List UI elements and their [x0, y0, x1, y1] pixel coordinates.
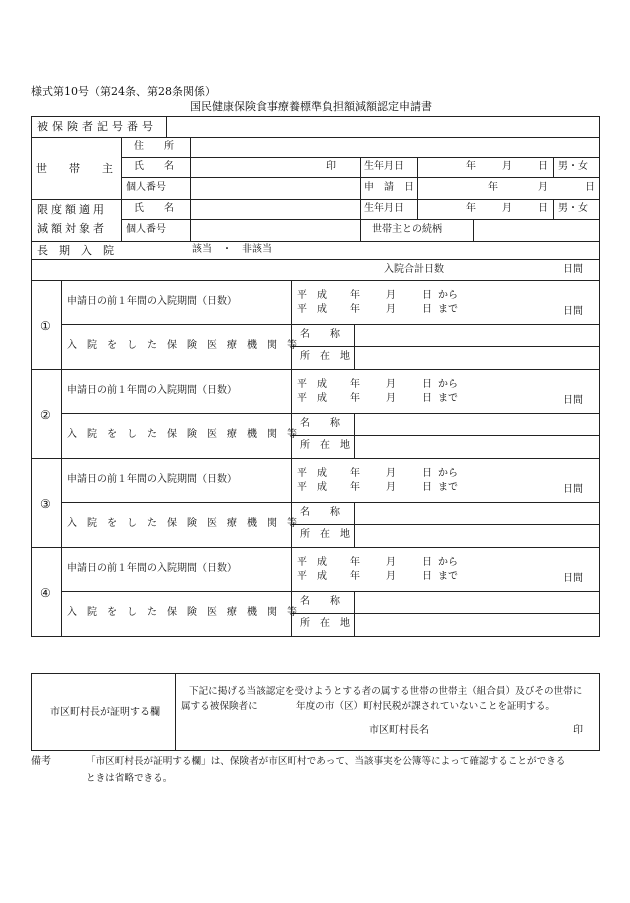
hospital-label: 入 院 を し た 保 険 医 療 機 関 等	[67, 429, 297, 440]
form-title: 国民健康保険食事療養標準負担額減額認定申請書	[190, 100, 432, 113]
from-month: 月	[386, 557, 396, 568]
head-id-label: 個人番号	[126, 182, 166, 193]
certification-text-2a: 属する被保険者に	[181, 701, 258, 712]
long-term-options[interactable]: 該当 ・ 非該当	[192, 244, 272, 255]
target-dob-month: 月	[502, 203, 512, 214]
to-day: 日	[422, 571, 432, 582]
address-label: 住 所	[134, 141, 174, 152]
from-year: 年	[350, 290, 360, 301]
period-days-unit: 日間	[563, 484, 583, 495]
from-suffix: から	[438, 379, 458, 390]
head-id-field[interactable]	[190, 177, 360, 199]
from-day: 日	[422, 557, 432, 568]
to-suffix: まで	[438, 482, 458, 493]
hospital-name-field[interactable]	[354, 591, 599, 613]
hospital-name-field[interactable]	[354, 502, 599, 524]
to-day: 日	[422, 304, 432, 315]
to-suffix: まで	[438, 304, 458, 315]
target-name-field[interactable]	[190, 199, 360, 219]
target-dob-day: 日	[538, 203, 548, 214]
period-label: 申請日の前１年間の入院期間（日数）	[67, 296, 237, 307]
to-day: 日	[422, 393, 432, 404]
to-day: 日	[422, 482, 432, 493]
to-month: 月	[386, 393, 396, 404]
era-from: 平 成	[297, 379, 327, 390]
relation-field[interactable]	[473, 219, 599, 241]
hospital-location-field[interactable]	[354, 346, 599, 369]
head-dob-month: 月	[502, 161, 512, 172]
era-to: 平 成	[297, 393, 327, 404]
from-month: 月	[386, 290, 396, 301]
period-number: ④	[40, 586, 51, 600]
era-from: 平 成	[297, 290, 327, 301]
from-year: 年	[350, 557, 360, 568]
hospital-name-field[interactable]	[354, 413, 599, 435]
relation-label: 世帯主との続柄	[372, 224, 442, 235]
apply-date-month: 月	[538, 182, 548, 193]
hospital-name-label: 名 称	[300, 418, 340, 429]
from-suffix: から	[438, 290, 458, 301]
period-label: 申請日の前１年間の入院期間（日数）	[67, 563, 237, 574]
head-name-label: 氏 名	[134, 161, 174, 172]
to-suffix: まで	[438, 571, 458, 582]
from-suffix: から	[438, 557, 458, 568]
to-suffix: まで	[438, 393, 458, 404]
remarks-label: 備考	[31, 756, 51, 767]
apply-date-label: 申 請 日	[364, 182, 414, 193]
from-day: 日	[422, 290, 432, 301]
period-number: ③	[40, 497, 51, 511]
certification-label: 市区町村長が証明する欄	[50, 707, 160, 718]
from-month: 月	[386, 379, 396, 390]
hospital-name-label: 名 称	[300, 507, 340, 518]
to-month: 月	[386, 304, 396, 315]
from-suffix: から	[438, 468, 458, 479]
hospital-name-label: 名 称	[300, 596, 340, 607]
hospital-location-field[interactable]	[354, 524, 599, 547]
hospital-location-label: 所 在 地	[300, 440, 350, 451]
limit-target-label-1: 限度額適用	[37, 203, 107, 216]
target-id-field[interactable]	[190, 219, 360, 241]
hospital-location-label: 所 在 地	[300, 618, 350, 629]
household-head-label: 世 帯 主	[36, 162, 113, 175]
period-number: ②	[40, 408, 51, 422]
hospital-label: 入 院 を し た 保 険 医 療 機 関 等	[67, 607, 297, 618]
hospital-location-label: 所 在 地	[300, 529, 350, 540]
to-month: 月	[386, 482, 396, 493]
target-dob-label: 生年月日	[364, 203, 404, 214]
apply-date-year: 年	[488, 182, 498, 193]
target-id-label: 個人番号	[126, 224, 166, 235]
era-to: 平 成	[297, 304, 327, 315]
target-dob-year: 年	[466, 203, 476, 214]
hospital-label: 入 院 を し た 保 険 医 療 機 関 等	[67, 518, 297, 529]
period-number: ①	[40, 319, 51, 333]
limit-target-label-2: 減額対象者	[37, 222, 107, 235]
head-dob-day: 日	[538, 161, 548, 172]
total-days-label: 入院合計日数	[384, 264, 444, 275]
hospital-label: 入 院 を し た 保 険 医 療 機 関 等	[67, 340, 297, 351]
period-days-unit: 日間	[563, 395, 583, 406]
period-label: 申請日の前１年間の入院期間（日数）	[67, 474, 237, 485]
head-seal: 印	[326, 161, 336, 172]
to-month: 月	[386, 571, 396, 582]
hospital-name-label: 名 称	[300, 329, 340, 340]
period-days-unit: 日間	[563, 573, 583, 584]
to-year: 年	[350, 304, 360, 315]
mayor-name-label: 市区町村長名	[369, 725, 429, 736]
head-dob-year: 年	[466, 161, 476, 172]
remarks-line-2: ときは省略できる。	[86, 773, 173, 784]
to-year: 年	[350, 571, 360, 582]
certification-text-1: 下記に掲げる当該認定を受けようとする者の属する世帯の世帯主（組合員）及びその世帯に	[189, 686, 583, 697]
era-from: 平 成	[297, 468, 327, 479]
apply-date-day: 日	[585, 182, 595, 193]
form-number: 様式第10号（第24条、第28条関係）	[31, 85, 216, 98]
from-month: 月	[386, 468, 396, 479]
target-gender[interactable]: 男・女	[558, 203, 588, 214]
hospital-name-field[interactable]	[354, 324, 599, 346]
certification-text-2b: 年度の市（区）町村民税が課されていないことを証明する。	[296, 701, 556, 712]
from-day: 日	[422, 379, 432, 390]
insured-number-label: 被保険者記号番号	[37, 120, 157, 133]
mayor-seal: 印	[573, 725, 583, 736]
to-year: 年	[350, 393, 360, 404]
era-to: 平 成	[297, 482, 327, 493]
hospital-location-label: 所 在 地	[300, 351, 350, 362]
from-year: 年	[350, 468, 360, 479]
period-label: 申請日の前１年間の入院期間（日数）	[67, 385, 237, 396]
to-year: 年	[350, 482, 360, 493]
era-from: 平 成	[297, 557, 327, 568]
address-field[interactable]	[190, 137, 599, 157]
total-days-unit: 日間	[563, 264, 583, 275]
period-days-unit: 日間	[563, 306, 583, 317]
hospital-location-field[interactable]	[354, 613, 599, 636]
era-to: 平 成	[297, 571, 327, 582]
head-dob-label: 生年月日	[364, 161, 404, 172]
remarks-line-1: 「市区町村長が証明する欄」は、保険者が市区町村であって、当該事実を公簿等によって確認することができる	[86, 756, 566, 767]
from-year: 年	[350, 379, 360, 390]
long-term-label: 長 期 入 院	[37, 244, 114, 257]
hospital-location-field[interactable]	[354, 435, 599, 458]
from-day: 日	[422, 468, 432, 479]
target-name-label: 氏 名	[134, 203, 174, 214]
head-gender[interactable]: 男・女	[558, 161, 588, 172]
insured-number-field[interactable]	[166, 116, 599, 137]
